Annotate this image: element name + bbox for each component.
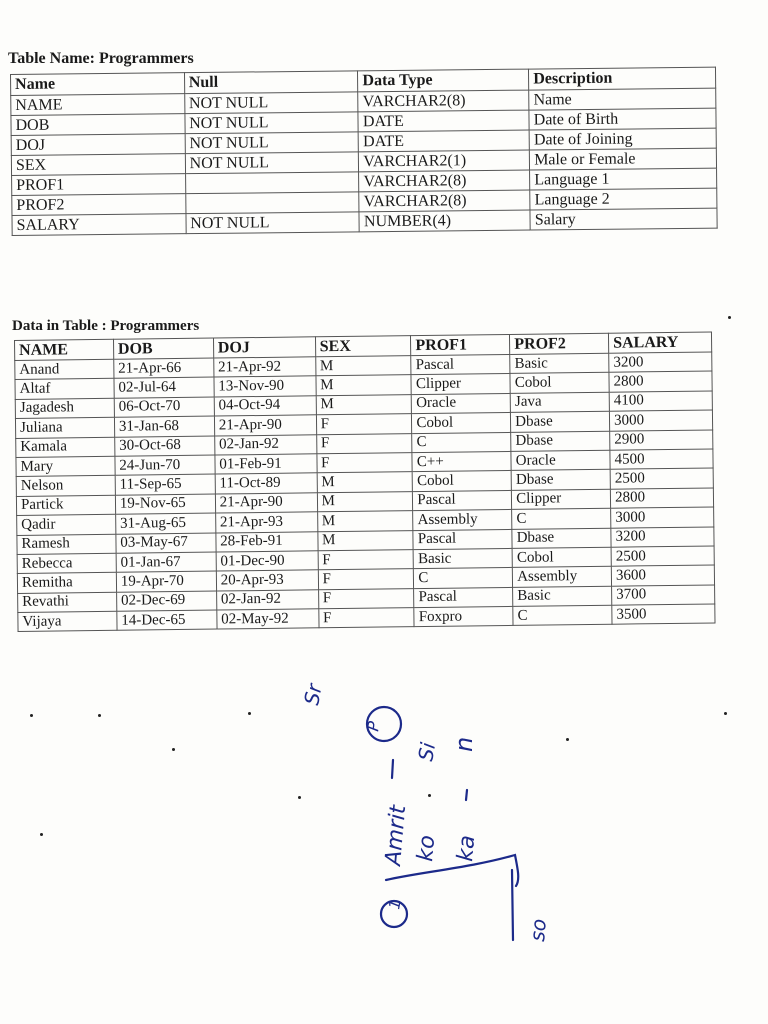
table-cell: Assembly (413, 510, 512, 531)
scan-speck (98, 714, 101, 717)
schema-header-cell: Data Type (358, 69, 529, 92)
table-cell: NOT NULL (185, 112, 359, 134)
table-cell: 4500 (610, 449, 713, 470)
table-cell: Cobol (512, 547, 611, 568)
table-cell: DATE (359, 130, 530, 152)
table-cell: F (318, 608, 414, 629)
data-header-cell: PROF2 (510, 333, 609, 354)
table-cell: F (316, 414, 412, 435)
handwritten-one: 1 (385, 898, 405, 911)
scan-speck (172, 748, 175, 751)
table-cell: DOJ (11, 134, 185, 156)
table-cell: 3000 (609, 410, 712, 431)
table-cell: DOB (11, 114, 185, 136)
table-cell: Pascal (414, 587, 513, 608)
data-header-cell: DOJ (213, 337, 315, 358)
table-cell: Qadir (17, 514, 116, 535)
table-cell: M (317, 530, 413, 551)
scan-speck (298, 796, 301, 799)
table-cell: Cobol (412, 413, 511, 434)
table-cell: M (315, 356, 411, 377)
data-header-cell: NAME (15, 339, 114, 360)
table-cell: Partick (16, 495, 115, 516)
table-cell: M (317, 472, 413, 493)
data-table-title: Data in Table : Programmers (12, 318, 200, 334)
marginal-stroke (466, 790, 467, 800)
table-cell: 19-Nov-65 (115, 494, 215, 515)
table-cell: 06-Oct-70 (114, 397, 214, 418)
table-cell: Juliana (15, 417, 114, 438)
scan-speck (30, 714, 33, 717)
bracket-vertical-line (512, 870, 513, 940)
table-cell: Language 2 (530, 188, 717, 210)
table-cell: C++ (412, 451, 511, 472)
table-cell: 3700 (612, 585, 715, 606)
table-cell: VARCHAR2(8) (358, 90, 529, 112)
table-cell: 19-Apr-70 (116, 571, 216, 592)
table-cell: Dbase (511, 411, 610, 432)
table-cell: Nelson (16, 476, 115, 497)
data-header-cell: SEX (315, 336, 411, 357)
table-cell: SALARY (12, 214, 186, 236)
table-cell: 11-Oct-89 (215, 473, 317, 494)
table-cell: 11-Sep-65 (115, 474, 215, 495)
table-cell: 21-Apr-66 (114, 358, 214, 379)
table-cell: C (412, 432, 511, 453)
table-cell: PROF1 (12, 174, 186, 196)
table-cell: Revathi (18, 592, 117, 613)
table-cell: Salary (530, 208, 717, 230)
scan-speck (248, 712, 251, 715)
table-cell: SEX (11, 154, 185, 176)
table-cell: M (317, 491, 413, 512)
table-cell: 30-Oct-68 (115, 436, 215, 457)
table-cell: C (513, 605, 612, 626)
table-cell: NAME (11, 94, 185, 116)
handwritten-ko: ko (413, 834, 441, 863)
table-cell: VARCHAR2(1) (359, 150, 530, 172)
schema-header-cell: Description (529, 67, 716, 90)
table-cell: Oracle (412, 393, 511, 414)
table-cell: Altaf (15, 379, 114, 400)
table-cell: NUMBER(4) (359, 210, 530, 232)
table-cell: VARCHAR2(8) (359, 190, 530, 212)
table-cell: 13-Nov-90 (214, 376, 316, 397)
table-cell: 3600 (611, 565, 714, 586)
table-cell: 01-Feb-91 (215, 454, 317, 475)
table-cell: Cobol (413, 471, 512, 492)
table-cell: Dbase (512, 528, 611, 549)
table-cell: 31-Jan-68 (114, 416, 214, 437)
table-cell: 21-Apr-93 (215, 512, 317, 533)
table-cell: Kamala (16, 437, 115, 458)
table-cell: 2500 (611, 546, 714, 567)
table-cell: Remitha (17, 573, 116, 594)
table-cell: 2900 (610, 430, 713, 451)
table-cell: Clipper (512, 489, 611, 510)
table-cell: 21-Apr-92 (213, 357, 315, 378)
table-cell: Name (529, 88, 716, 110)
scan-speck (566, 738, 569, 741)
table-cell: NOT NULL (186, 212, 360, 234)
marginal-stroke (392, 760, 393, 778)
table-cell: 3500 (612, 604, 715, 625)
handwritten-sr: Sr (299, 682, 327, 707)
table-cell: 2800 (610, 488, 713, 509)
table-cell: Basic (513, 586, 612, 607)
table-cell: F (318, 550, 414, 571)
table-cell: 02-Jan-92 (216, 589, 318, 610)
table-cell: PROF2 (12, 194, 186, 216)
data-header-cell: SALARY (609, 332, 712, 353)
table-cell: Mary (16, 456, 115, 477)
table-cell: F (318, 588, 414, 609)
table-cell: 14-Dec-65 (117, 610, 217, 631)
table-cell: Oracle (511, 450, 610, 471)
table-cell: Dbase (511, 431, 610, 452)
table-cell: M (316, 394, 412, 415)
scan-speck (428, 794, 431, 797)
table-cell: Date of Birth (529, 108, 716, 130)
table-cell: 28-Feb-91 (216, 531, 318, 552)
table-cell: F (316, 433, 412, 454)
table-cell: Rebecca (17, 553, 116, 574)
table-cell: Language 1 (530, 168, 717, 190)
table-cell: 3000 (611, 507, 714, 528)
table-cell: DATE (358, 110, 529, 132)
table-cell: Clipper (411, 374, 510, 395)
table-cell: 31-Aug-65 (115, 513, 215, 534)
schema-table-title: Table Name: Programmers (8, 50, 194, 67)
table-cell: Cobol (510, 373, 609, 394)
table-cell (185, 192, 359, 214)
table-cell: Dbase (511, 470, 610, 491)
handwritten-n: n (450, 736, 478, 752)
table-cell: 2500 (610, 468, 713, 489)
table-cell: 24-Jun-70 (115, 455, 215, 476)
programmers-data-table (14, 331, 716, 632)
table-cell: 03-May-67 (116, 533, 216, 554)
table-cell: NOT NULL (185, 132, 359, 154)
table-cell: 02-Jan-92 (214, 434, 316, 455)
table-cell: 02-Dec-69 (116, 591, 216, 612)
schema-table (10, 67, 718, 236)
handwritten-si: Si (413, 740, 441, 763)
table-cell: M (316, 375, 412, 396)
table-cell: Basic (413, 548, 512, 569)
table-cell: 4100 (609, 391, 712, 412)
table-cell: 3200 (611, 526, 714, 547)
table-cell: Jagadesh (15, 398, 114, 419)
handwritten-amrit: Amrit (381, 804, 412, 867)
table-cell: Male or Female (530, 148, 717, 170)
table-cell: 3200 (609, 352, 712, 373)
table-cell: NOT NULL (184, 92, 358, 114)
table-cell: NOT NULL (185, 152, 359, 174)
table-cell: VARCHAR2(8) (359, 170, 530, 192)
table-cell: Foxpro (414, 607, 513, 628)
table-cell: 21-Apr-90 (215, 493, 317, 514)
table-cell: 2800 (609, 371, 712, 392)
table-cell: C (414, 568, 513, 589)
table-cell: Vijaya (18, 611, 117, 632)
data-header-cell: DOB (113, 338, 213, 359)
table-cell: Pascal (413, 490, 512, 511)
table-cell: 21-Apr-90 (214, 415, 316, 436)
scan-speck (728, 316, 731, 319)
table-cell: Pascal (411, 354, 510, 375)
table-cell: Ramesh (17, 534, 116, 555)
handwritten-ka: ka (453, 834, 481, 863)
table-cell: 02-May-92 (217, 609, 319, 630)
table-cell: 20-Apr-93 (216, 570, 318, 591)
table-cell (185, 172, 359, 194)
scan-speck (40, 833, 43, 836)
table-cell: 04-Oct-94 (214, 396, 316, 417)
table-cell: 01-Jan-67 (116, 552, 216, 573)
scan-speck (724, 712, 727, 715)
data-body (15, 352, 715, 632)
table-cell: Basic (510, 353, 609, 374)
schema-header-cell: Null (184, 71, 358, 94)
table-cell: M (317, 511, 413, 532)
schema-body (11, 88, 717, 235)
handwritten-so: so (525, 917, 551, 943)
table-cell: 02-Jul-64 (114, 377, 214, 398)
table-cell: C (512, 508, 611, 529)
table-cell: Date of Joining (529, 128, 716, 150)
table-cell: Java (510, 392, 609, 413)
table-cell: Assembly (513, 567, 612, 588)
table-cell: F (318, 569, 414, 590)
table-cell: Anand (15, 359, 114, 380)
handwritten-annotations (0, 660, 768, 960)
schema-header-cell: Name (11, 73, 185, 96)
table-cell: F (317, 453, 413, 474)
table-cell: 01-Dec-90 (216, 551, 318, 572)
data-header-cell: PROF1 (411, 334, 510, 355)
table-cell: Pascal (413, 529, 512, 550)
handwritten-p: P (363, 719, 384, 733)
